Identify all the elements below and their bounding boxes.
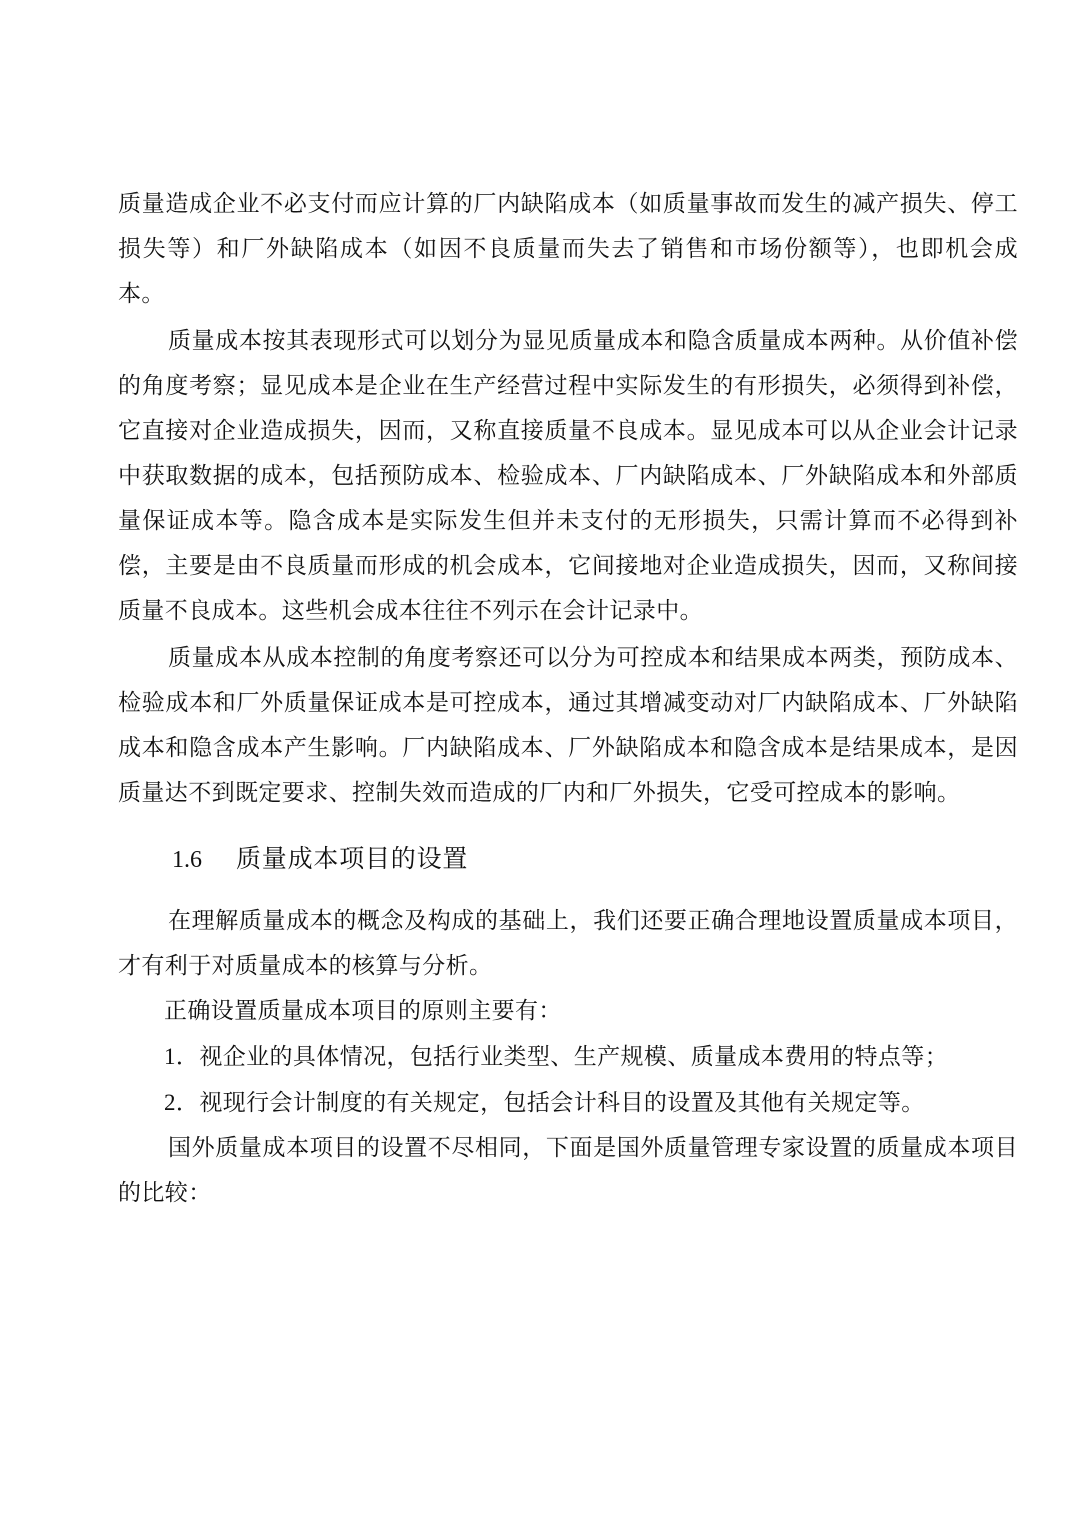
section-heading [118, 836, 1018, 883]
list-item-text: 视现行会计制度的有关规定，包括会计科目的设置及其他有关规定等。 [199, 1090, 925, 1116]
section-title: 质量成本项目的设置 [236, 844, 469, 873]
list-item [118, 1034, 1018, 1080]
page-body [118, 182, 1018, 1216]
paragraph-comparison: 国外质量成本项目的设置不尽相同，下面是国外质量管理专家设置的质量成本项目的比较： [118, 1135, 1018, 1206]
paragraph-principles-intro: 正确设置质量成本项目的原则主要有： [164, 998, 562, 1024]
paragraph-controllable-result-cost: 质量成本从成本控制的角度考察还可以分为可控成本和结果成本两类，预防成本、检验成本和厂外质量保证成本是可控成本，通过其增减变动对厂内缺陷成本、厂外缺陷成本和隐含成本产生影响。厂内缺陷成本、厂外缺陷成本和隐含成本是结果成本，是因质量达不到既定要求、控制失效而造成的厂内和厂外损失，它受可控成本的影响。 [118, 645, 1018, 806]
section-number: 1.6 [172, 847, 202, 873]
list-item-text: 视企业的具体情况，包括行业类型、生产规模、质量成本费用的特点等； [199, 1044, 949, 1070]
paragraph-understanding: 在理解质量成本的概念及构成的基础上，我们还要正确合理地设置质量成本项目，才有利于对质量成本的核算与分析。 [118, 908, 1018, 979]
list-item-number: 2． [164, 1090, 200, 1115]
list-item [118, 1080, 1018, 1126]
principles-list [118, 1034, 1018, 1126]
list-item-number: 1． [164, 1044, 200, 1069]
paragraph-opportunity-cost: 质量造成企业不必支付而应计算的厂内缺陷成本（如质量事故而发生的减产损失、停工损失等）和厂外缺陷成本（如因不良质量而失去了销售和市场份额等），也即机会成本。 [118, 191, 1018, 307]
paragraph-visible-hidden-cost: 质量成本按其表现形式可以划分为显见质量成本和隐含质量成本两种。从价值补偿的角度考察；显见成本是企业在生产经营过程中实际发生的有形损失，必须得到补偿，它直接对企业造成损失，因而，又称直接质量不良成本。显见成本可以从企业会计记录中获取数据的成本，包括预防成本、检验成本、厂内缺陷成本、厂外缺陷成本和外部质量保证成本等。隐含成本是实际发生但并未支付的无形损失，只需计算而不必得到补偿，主要是由不良质量而形成的机会成本，它间接地对企业造成损失，因而，又称间接质量不良成本。这些机会成本往往不列示在会计记录中。 [118, 328, 1018, 624]
